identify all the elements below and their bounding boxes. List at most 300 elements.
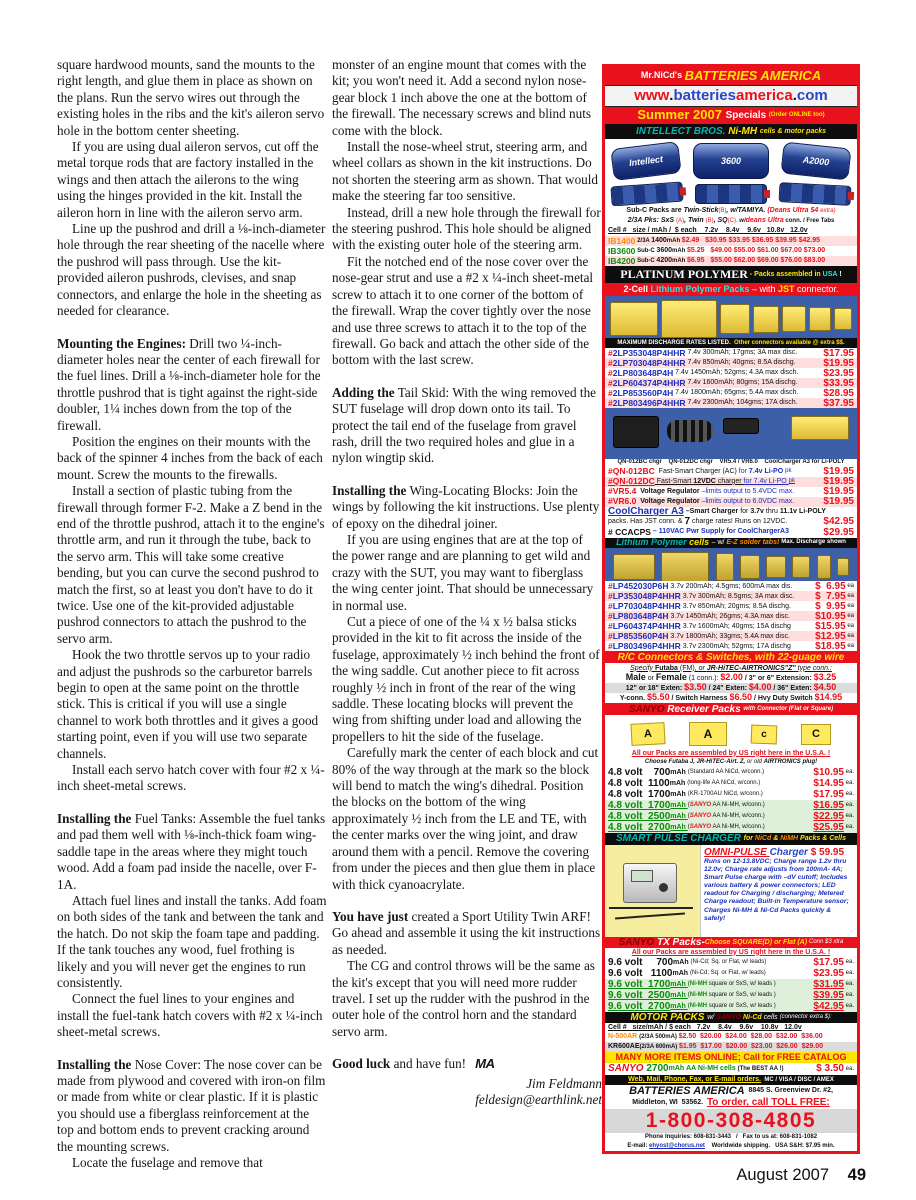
text-segment: # xyxy=(608,591,613,601)
paragraph: monster of an engine mount that comes with the kit; you won't need it. Add a second nylon nose-gear block 1 inch above the one at the bottom of the firewall. The necessary screws and blind nuts come with the block. xyxy=(332,57,592,138)
paragraph: Instead, drill a new hole through the firewall for the steering pushrod. This hole should be aligned with the existing outer hole of the steering arm. xyxy=(332,204,601,253)
paragraph: Position the engines on their mounts with the back of the spinner 4 inches from the back of each mount. Screw the mounts to the firewalls. xyxy=(57,433,323,482)
text-segment: TAMIYA. xyxy=(737,207,768,215)
text-segment: ea. xyxy=(843,813,854,820)
batteries-america-ad xyxy=(602,64,860,1154)
text-segment: for xyxy=(740,507,751,515)
text-segment: $6.95 xyxy=(687,257,705,265)
text-segment: 3600 xyxy=(656,247,672,255)
text-segment: JST xyxy=(778,283,795,294)
text-segment: # xyxy=(608,631,613,641)
text-segment: ( xyxy=(687,1003,690,1010)
text-segment: 3.7v 1600mAh; 40gms; 15A dischg xyxy=(680,622,793,630)
text-segment: / Hvy Duty Switch xyxy=(752,694,815,702)
text-segment: # xyxy=(608,358,613,368)
text-segment: 9.6 volt xyxy=(608,956,643,968)
text-segment: or old xyxy=(745,759,764,766)
ad-product-row xyxy=(605,358,857,368)
paragraph: If you are using dual aileron servos, cut off the metal torque rods that are factory installed in the wings and then attach the ailerons to the wing using the hinges provided in the kit. Install the aileron horn in line with the aileron servo arm. xyxy=(57,139,319,220)
text-segment: 7.4v 1450mAh; 52gms; 4.3A max disch. xyxy=(673,369,799,377)
text-segment: $4.00 xyxy=(748,683,772,693)
text-segment: 1400 xyxy=(651,237,667,245)
text-segment: (1 conn.): xyxy=(686,674,721,682)
text-segment: (Ni-Cd; Sq. or Flat, w/ leads) xyxy=(690,959,768,966)
text-segment: All our Packs are assembled by US right here in the U.S.A. ! xyxy=(631,749,831,757)
text-segment: (B) xyxy=(718,207,727,214)
ad-product-row xyxy=(605,789,857,800)
text-segment: 8845 S. Greenview Dr. #2, xyxy=(744,1087,833,1095)
text-segment: Middleton, WI 53562. xyxy=(632,1099,707,1107)
ad-intellect-header xyxy=(605,124,857,139)
ad-price-row xyxy=(605,1042,857,1052)
text-segment: SANYO xyxy=(608,1063,647,1075)
ad-price-row xyxy=(605,1032,857,1042)
text-segment: mAh xyxy=(672,247,687,254)
text-segment: NiMH xyxy=(780,835,799,843)
battery-pack-image xyxy=(610,182,683,207)
ad-price-row xyxy=(605,236,857,246)
text-segment: Lithium Polymer Packs xyxy=(650,283,750,294)
text-segment: # xyxy=(608,641,613,651)
text-segment: SMART PULSE CHARGER xyxy=(616,833,744,845)
text-segment: – w/ xyxy=(711,538,727,546)
text-segment: 2700 xyxy=(646,1063,669,1075)
lipo-pack-image xyxy=(661,300,717,338)
text-segment: ! xyxy=(837,270,842,278)
receiver-pack-label: C xyxy=(812,728,820,741)
text-segment: SANYO xyxy=(689,813,712,820)
text-segment: AA Ni-MH, w/conn.) xyxy=(711,824,767,831)
text-segment: LP803648P4H xyxy=(612,611,669,621)
battery-cell-label: Intellect xyxy=(628,153,664,169)
text-segment: $18.95 xyxy=(815,641,846,652)
receiver-pack-label: A xyxy=(703,727,713,742)
text-segment: 2LP703048P4HHR xyxy=(612,358,686,368)
text-segment: Voltage Regulator xyxy=(636,487,702,495)
text-segment: $37.95 xyxy=(823,398,854,409)
ad-lipo-cells-photo xyxy=(605,548,857,582)
ad-product-row xyxy=(605,398,857,408)
ad-product-row xyxy=(605,368,857,378)
text-segment: # xyxy=(608,621,613,631)
ad-product-row xyxy=(605,767,857,778)
text-segment: $17.95 xyxy=(813,788,844,800)
article-column-2-paragraphs xyxy=(332,57,602,1073)
text-segment: $1.95 $17.00 $20.00 $23.00 $26.00 $29.00 xyxy=(678,1043,824,1051)
text-segment: (2/3A 600mA) xyxy=(639,1043,679,1050)
text-segment: Specify xyxy=(630,664,655,672)
text-segment: ea. xyxy=(843,769,854,776)
ad-smart-pulse-bar xyxy=(605,833,857,845)
text-segment: E-mail: xyxy=(627,1143,650,1150)
ad-product-row xyxy=(605,388,857,398)
text-segment: $3.50 xyxy=(684,683,707,693)
text-segment: cells & motor packs xyxy=(759,127,827,135)
text-segment: 110VAC Pwr Supply for CoolChargerA3 xyxy=(658,528,791,536)
author-signature xyxy=(332,1076,602,1109)
text-segment: 4.8 volt xyxy=(608,777,643,789)
text-segment: - xyxy=(747,270,755,278)
text-segment: AA Ni-MH, w/conn.) xyxy=(711,802,767,809)
text-segment: $31.95 xyxy=(813,978,844,990)
text-segment: (Standard AA NiCd, w/conn.) xyxy=(687,769,766,776)
text-segment: MAXIMUM DISCHARGE RATES LISTED. xyxy=(617,340,731,346)
text-segment: $ 9.95 xyxy=(815,601,846,612)
text-segment: 9.6 volt xyxy=(608,967,643,979)
receiver-pack-image xyxy=(801,724,831,745)
text-segment: 2-Cell xyxy=(623,283,651,294)
text-segment: 11.1v xyxy=(779,507,798,515)
text-segment: ea. xyxy=(843,970,854,977)
page-footer xyxy=(736,1166,866,1185)
text-segment: 2LP604374P4HHR xyxy=(612,378,686,388)
ad-many-more-bar xyxy=(605,1052,857,1063)
text-segment: 700 xyxy=(642,766,671,778)
ad-platinum-banner xyxy=(605,266,857,283)
text-segment: type conn.: xyxy=(795,664,832,672)
ad-product-row xyxy=(605,957,857,968)
text-segment: ( xyxy=(687,992,690,999)
text-segment: Sub-C Packs are xyxy=(626,207,684,215)
lipo-pack-image xyxy=(834,308,852,330)
text-segment: ( xyxy=(687,981,690,988)
text-segment: w/ xyxy=(707,1013,717,1021)
text-segment: (long-life AA NiCd, w/conn.) xyxy=(687,780,762,787)
text-segment: Summer 2007 xyxy=(637,107,726,123)
text-segment: $39.95 xyxy=(813,989,844,1001)
article-column-1 xyxy=(57,57,327,1171)
text-segment: SANYO xyxy=(689,802,712,809)
issue-date: August 2007 xyxy=(736,1166,830,1184)
text-segment: JR-HiTEC-AIRTRONICS"Z" xyxy=(706,664,796,672)
text-segment: thru xyxy=(763,507,780,515)
text-segment: 7.4v 300mAh; 17gms; 3A max disc. xyxy=(685,349,798,357)
text-segment: SANYO xyxy=(628,703,668,715)
text-segment: Fast-Smart xyxy=(654,477,694,485)
text-segment: 4.8 volt 1700 xyxy=(608,799,671,811)
text-segment: # CCACPS xyxy=(608,526,651,537)
coiled-cord-image xyxy=(667,420,713,442)
ad-assembled-line xyxy=(605,749,857,758)
article-column-2 xyxy=(332,57,602,1108)
text-segment: $2.49 xyxy=(681,237,700,245)
text-segment: Max. Discharge shown xyxy=(781,539,846,546)
text-segment: $22.95 xyxy=(813,810,844,822)
ad-product-row xyxy=(605,378,857,388)
text-segment: pk xyxy=(785,468,792,475)
text-segment: extra) xyxy=(820,207,836,214)
text-segment: 9.6 volt 2700 xyxy=(608,1000,671,1012)
text-segment: SANYO xyxy=(618,936,657,948)
ad-product-row xyxy=(605,477,857,487)
paragraph: Installing the Wing-Locating Blocks: Join the wings by following the kit instructions. Use plenty of epoxy on the dihedral joiner. xyxy=(332,482,600,531)
text-segment: BATTERIES AMERICA xyxy=(684,67,822,83)
lipo-pack-image xyxy=(809,307,831,331)
text-segment: –Smart Charger xyxy=(683,507,741,515)
text-segment: for 7.4v Li-PO xyxy=(743,477,789,485)
text-segment: $5.50 xyxy=(647,693,670,703)
paragraph: Installing the Nose Cover: The nose cover can be made from plywood and covered with iron-on film or made from white or clear plastic. If it is plastic you should use a fiberglass reinforcement at the top and bottom ends to prevent cracking around the mounting screws. xyxy=(57,1056,326,1154)
text-segment: mAh xyxy=(670,801,688,809)
text-segment: $5.25 xyxy=(687,247,705,255)
text-segment: mAh xyxy=(670,823,688,831)
text-segment: mAh xyxy=(668,1065,687,1073)
text-segment: Twin-Stick xyxy=(683,207,719,215)
text-segment: (Ni-Cd; Sq. or Flat, w/ leads) xyxy=(690,970,768,977)
ad-product-row xyxy=(605,979,857,990)
battery-cell-label: A2000 xyxy=(802,154,831,168)
text-segment: (2/3A 500mA) xyxy=(639,1033,679,1040)
ad-product-row xyxy=(605,601,857,611)
text-segment: . xyxy=(669,86,674,104)
text-segment: 4.8 volt 2700 xyxy=(608,821,671,833)
ad-product-row xyxy=(605,990,857,1001)
text-segment: ( xyxy=(687,813,690,820)
ad-connector-row xyxy=(605,693,857,703)
paragraph: Hook the two throttle servos up to your radio and adjust the pushrods so the carburetor barrels begin to open at the same point on the throttle stick. This is critical if you will use a single channel to work both throttles and it gives a good starting point, even if you will use two separate channels. xyxy=(57,647,319,761)
text-segment: (Deans Ultra $4 xyxy=(767,207,821,215)
text-segment: Ni-MH xyxy=(689,1003,708,1010)
text-segment: $28.95 xyxy=(823,388,854,399)
battery-cell-image xyxy=(781,142,852,181)
text-segment: 3.7v 1800mAh; 33gms; 5.4A max disc. xyxy=(668,632,792,640)
text-segment: for xyxy=(743,835,755,843)
text-segment: ea. xyxy=(843,824,854,831)
lipo-pack-images xyxy=(605,296,857,338)
text-segment: ea xyxy=(845,583,854,590)
text-segment: . xyxy=(792,86,797,104)
paragraph: Install a section of plastic tubing from the firewall through former F-2. Make a Z bend in the end of the throttle pushrod, attach it to the engine's throttle arm, and run it through the tube, back to the servo arm. This will take some creative bending, but you can curve the second pushrod to match the first, so at least you don't have to do it twice. Use one of the kit-provided adjustable pushrod connectors to attach the pushrod to the servo arm. xyxy=(57,483,325,646)
ad-rc-connectors-bar xyxy=(605,651,857,663)
text-segment: $10.95 xyxy=(813,766,844,778)
text-segment: KR600AE xyxy=(608,1043,640,1051)
text-segment: mAh xyxy=(672,969,690,977)
lipo-pack-image xyxy=(782,306,806,332)
text-segment: $23.95 xyxy=(813,967,844,979)
battery-pack-image xyxy=(695,184,767,204)
text-segment: 7 xyxy=(684,516,691,527)
text-segment: USA xyxy=(822,270,838,278)
author-name: Jim Feldmann xyxy=(526,1075,602,1091)
text-segment: SANYO xyxy=(689,824,712,831)
text-segment: mAh xyxy=(670,980,688,988)
text-segment: LP803496P4HHR xyxy=(612,641,681,651)
ad-connector-row xyxy=(605,673,857,683)
text-segment: Worldwide shipping. USA S&H: $7.95 min. xyxy=(704,1143,835,1150)
text-segment: $ 6.95 xyxy=(815,581,846,592)
ad-product-row xyxy=(605,527,857,538)
ad-product-row xyxy=(605,348,857,358)
text-segment: $12.95 xyxy=(815,631,846,642)
receiver-pack-label: c xyxy=(761,728,767,740)
text-segment: ea. xyxy=(843,1003,854,1010)
lipo-cell-image xyxy=(817,555,831,579)
lipo-cell-image xyxy=(792,556,810,578)
text-segment: 12" or 18" Exten: xyxy=(625,684,685,692)
ad-url-bar xyxy=(605,85,857,107)
text-segment: 1700 xyxy=(642,788,671,800)
adapter-image xyxy=(723,418,759,434)
paragraph: Carefully mark the center of each block and cut 80% of the way through at the mark so the block will bend to match the wing's dihedral. Position the blocks on the bottom of the wing approximately ½ inch from the LE and TE, with the center marks over the wing joint, and draw around them with a pencil. Remove the covering from under the pieces and then glue them in place with thick cyanoacrylate. xyxy=(332,745,599,892)
text-segment: $2.00 xyxy=(720,673,743,683)
text-segment: N-500AR xyxy=(608,1033,640,1041)
charger-image xyxy=(613,416,659,448)
text-segment: ea xyxy=(845,603,854,610)
text-segment: AIRTRONICS xyxy=(763,759,801,766)
text-segment: ea xyxy=(845,633,854,640)
text-segment: # xyxy=(608,611,613,621)
text-segment: AA Ni-MH cells xyxy=(686,1065,738,1073)
paragraph: Good luck and have fun! MA xyxy=(332,1056,495,1072)
text-segment: Female xyxy=(655,673,687,683)
text-segment: IB3600 xyxy=(608,246,636,256)
text-segment: 2LP803496P4HHR xyxy=(612,398,686,408)
battery-cell-image xyxy=(610,141,681,181)
text-segment: / Switch Harness xyxy=(669,694,730,702)
text-segment: $3.25 xyxy=(813,673,837,683)
text-segment: 7.4v 850mAh; 40gms; 8.5A dischg. xyxy=(685,359,796,367)
text-segment: $ 7.95 xyxy=(815,591,846,602)
text-segment: 2/3A Pks: SxS xyxy=(627,217,677,225)
text-segment: Packs assembled in xyxy=(754,270,823,278)
omni-pulse-description: Runs on 12-13.8VDC; Charge range 1.2v thru 12.0v; Charge rate adjusts from 100mA- 4A; Smart Pulse charge with –dV cutoff; Includes various battery & power connectors; LED readout for Charging / discharging; Metered Charge readout; Built-in Temperature sensor; Charges Ni-MH & Ni-Cd Packs quickly & safely! xyxy=(704,857,849,922)
text-segment: $19.95 xyxy=(823,466,854,477)
paragraph: Mounting the Engines: Drill two ¼-inch-diameter holes near the center of each firewall for the fuel lines. Drill a ⅛-inch-diameter hole for the throttle pushrod that is tight against the right-side doubler, 1¼ inches down from the top of the firewall. xyxy=(57,335,321,433)
omni-charger-image xyxy=(605,845,701,937)
text-segment: $15.95 xyxy=(815,621,846,632)
text-segment: 700 xyxy=(642,956,674,968)
text-segment: (The BEST AA !) xyxy=(737,1065,786,1072)
text-segment: mAh xyxy=(670,812,688,820)
text-segment: ea. xyxy=(843,992,854,999)
text-segment: ea. xyxy=(843,959,854,966)
text-segment: 9.6 volt 1700 xyxy=(608,978,671,990)
text-segment: $14.95 xyxy=(814,693,843,703)
paragraph: Install the nose-wheel strut, steering arm, and wheel collars as shown in the kit instructions. Do not shorten the steering arm as shown. That would make the steering far too sensitive. xyxy=(332,139,599,204)
text-segment: –limits output to 6.0VDC max. xyxy=(701,497,797,505)
text-segment: PLATINUM POLYMER xyxy=(620,267,748,282)
text-segment: $17.95 xyxy=(813,956,844,968)
text-segment: , w/ xyxy=(726,207,738,215)
battery-pack-images xyxy=(605,184,857,204)
text-segment: $33.95 xyxy=(823,378,854,389)
text-segment: 3.7v 2300mAh; 52gms; 17A dischg xyxy=(680,642,793,650)
text-segment: cells xyxy=(689,537,712,547)
text-segment: Ni-MH xyxy=(728,126,760,137)
text-segment: (connector extra $): xyxy=(779,1014,832,1021)
ad-sanyo-receiver-bar xyxy=(605,703,857,715)
text-segment: ea xyxy=(845,643,854,650)
text-segment: MANY MORE ITEMS ONLINE; Call for FREE CATALOG xyxy=(615,1051,847,1062)
ad-receiver-pack-photo xyxy=(605,715,857,749)
text-segment: charger xyxy=(715,477,744,485)
text-segment: 4.8 volt xyxy=(608,766,643,778)
ad-product-row xyxy=(605,811,857,822)
text-segment: $14.95 xyxy=(813,777,844,789)
ad-header xyxy=(605,67,857,85)
ad-inquiries-line xyxy=(605,1133,857,1142)
text-segment: $19.95 xyxy=(823,496,854,507)
charger-knob xyxy=(659,883,668,892)
ad-motor-packs-bar xyxy=(605,1012,857,1023)
text-segment: Voltage Regulator xyxy=(636,497,702,505)
text-segment: Cell # size/mAh / $ each 7.2v 8.4v 9.6v 10.8v 12.0v xyxy=(608,1023,802,1031)
text-segment: #VR6.0 xyxy=(608,496,637,507)
ad-omni-pulse-section xyxy=(605,845,857,937)
omni-pulse-title xyxy=(704,846,854,858)
text-segment: All our Packs are assembled by US right here in the U.S.A. ! xyxy=(631,948,831,956)
text-segment: Conn $3 xtra xyxy=(809,939,844,946)
text-segment: Male xyxy=(625,673,646,683)
ad-price-table-header xyxy=(605,1023,857,1032)
paragraph: Cut a piece of one of the ¼ x ½ balsa sticks provided in the kit to fit across the inside of the fuselage, approximately ½ inch behind the front of the wing saddle. Cut another piece to fit across roughly ½ inch in front of the rear of the wing saddle. These locating blocks will prevent the wing from shifting under load and allowing the propellers to hit the side of the fuselage. xyxy=(332,614,600,744)
text-segment: E-Z solder tabs! xyxy=(726,538,782,546)
text-segment: Li-POLY xyxy=(797,507,826,515)
lipo-pack-image xyxy=(720,304,750,334)
text-segment: ea. xyxy=(843,780,854,787)
ad-product-row xyxy=(605,487,857,497)
lipo-pack-image xyxy=(753,306,779,333)
text-segment: mAh xyxy=(670,1002,688,1010)
text-segment: $55.00 $62.00 $69.00 $76.00 $83.00 xyxy=(704,257,826,265)
text-segment: plug! xyxy=(800,759,818,766)
text-segment: ( xyxy=(687,802,690,809)
text-segment: ( xyxy=(687,824,690,831)
ad-product-row xyxy=(605,800,857,811)
text-segment: # xyxy=(608,581,613,591)
text-segment: 12VDC xyxy=(693,477,716,485)
text-segment: LP353048P4HHR xyxy=(612,591,681,601)
text-segment: 4.8 volt xyxy=(608,788,643,800)
text-segment: ea xyxy=(845,593,854,600)
text-segment: LP853560P4H xyxy=(612,631,669,641)
ad-summer-specials-bar xyxy=(605,107,857,124)
text-segment: R/C Connectors & Switches, with 22-guage wire xyxy=(617,651,845,663)
text-segment: ea. xyxy=(843,1065,854,1072)
text-segment: mAh xyxy=(666,237,682,244)
ad-product-row xyxy=(605,507,857,517)
text-segment: #QN-012DC xyxy=(608,476,655,487)
text-segment: # xyxy=(608,388,613,398)
ad-choose-plug-line xyxy=(605,758,857,767)
battery-cell-image xyxy=(693,143,769,179)
text-segment: –limits output to 5.4VDC max. xyxy=(701,487,797,495)
text-segment: IB4200 xyxy=(608,256,636,266)
text-segment: $2.50 $20.00 $24.00 $28.00 $32.00 $36.00 xyxy=(678,1033,823,1041)
paragraph: Adding the Tail Skid: With the wing removed the SUT fuselage will drop down onto its tail. To protect the tail end of the fuselage from gravel rash, drill the two required holes and glue in a nylon wingtip skid. xyxy=(332,384,597,466)
text-segment: #QN-012BC xyxy=(608,466,655,477)
text-segment: – xyxy=(650,528,659,536)
ad-phone-banner xyxy=(605,1109,857,1133)
charger-wire xyxy=(609,907,693,909)
text-segment: 3.7v 850mAh; 20gms; 8.5A dischg. xyxy=(680,602,793,610)
ad-price-table-header xyxy=(605,226,857,236)
text-segment: $16.95 xyxy=(813,799,844,811)
ma-logo: MA xyxy=(475,1056,495,1072)
text-segment: w/ xyxy=(739,217,746,224)
text-segment: ea. xyxy=(843,802,854,809)
text-segment: LP703048P4HHR xyxy=(612,601,681,611)
text-segment: cells xyxy=(763,1013,780,1021)
text-segment: , SQ xyxy=(713,217,728,225)
lipo-cell-image xyxy=(613,554,655,580)
text-segment: $29.95 xyxy=(823,526,854,538)
ad-connector-row xyxy=(605,683,857,693)
text-segment: # xyxy=(608,378,613,388)
ad-payment-bar xyxy=(605,1075,857,1085)
text-segment: ea. xyxy=(843,981,854,988)
text-segment: AA Ni-MH, w/conn.) xyxy=(711,813,767,820)
